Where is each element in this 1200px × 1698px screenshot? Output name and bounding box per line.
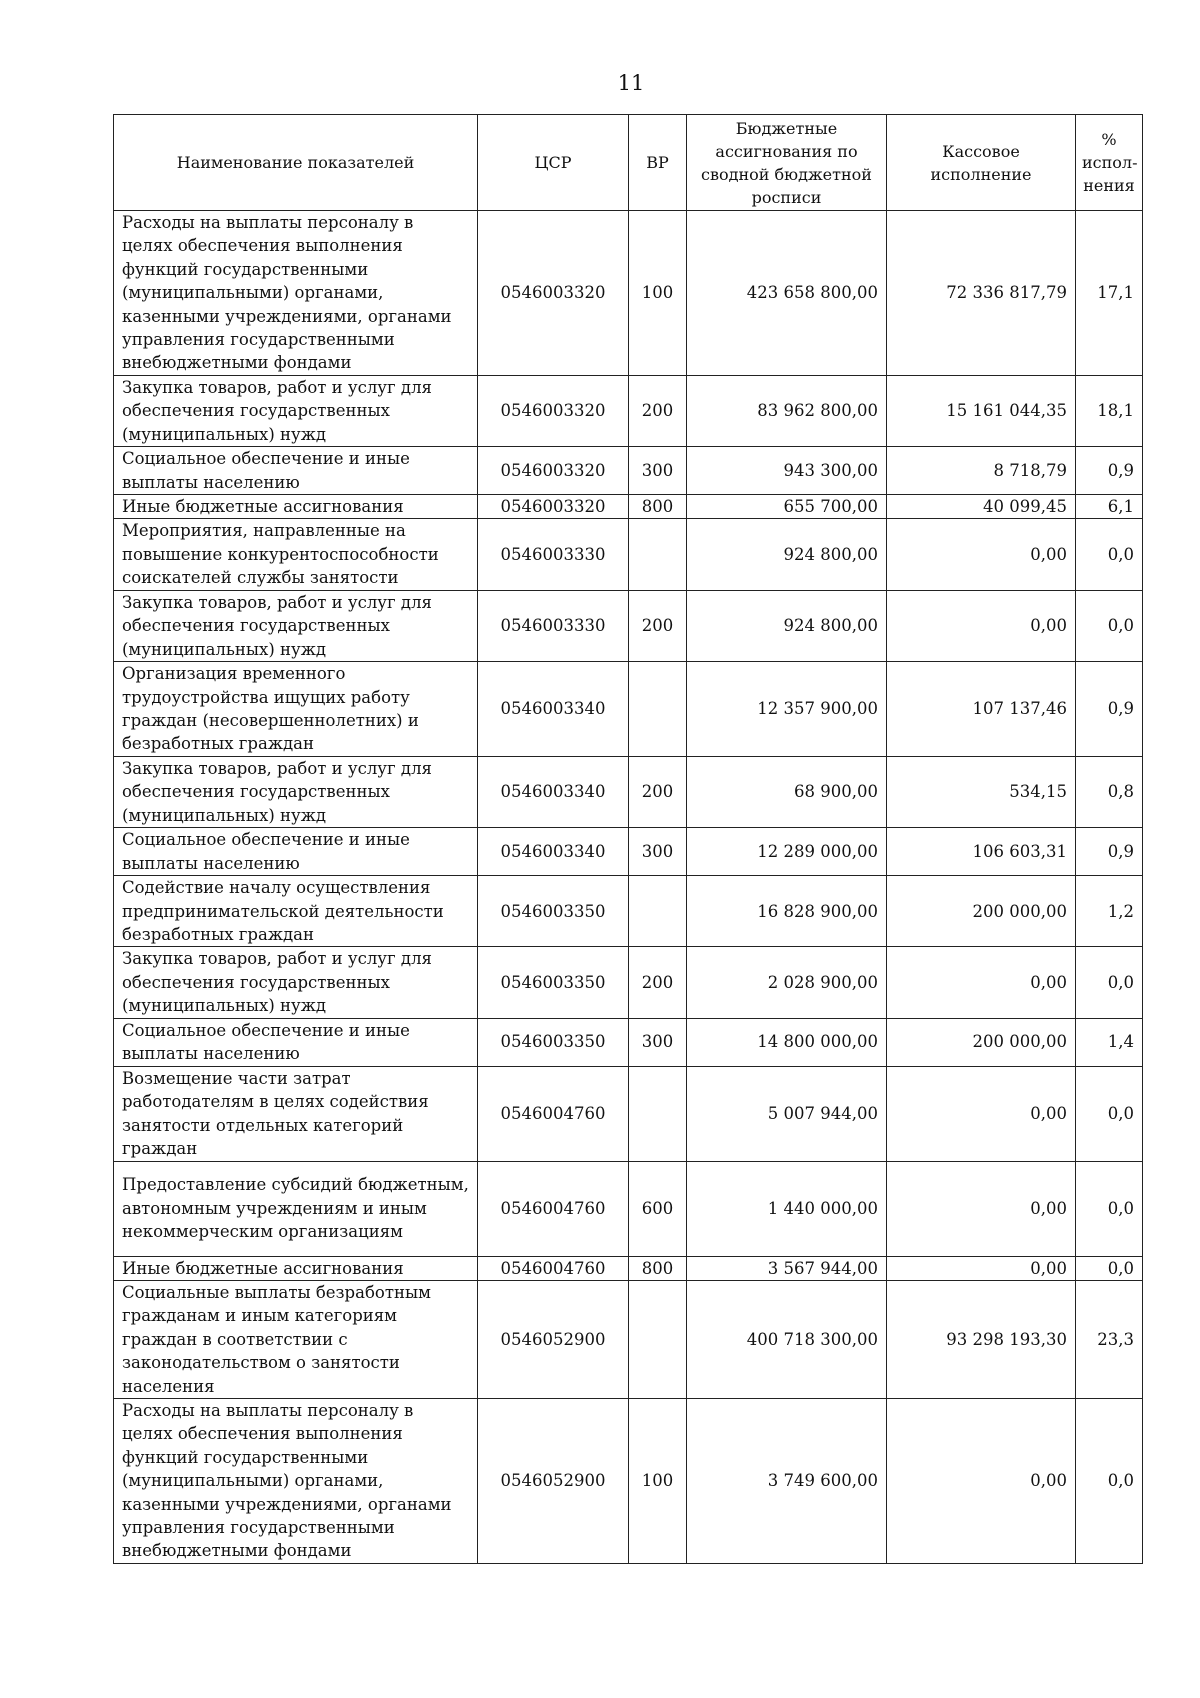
row-allocations-cell: 83 962 800,00 [687, 375, 887, 446]
row-vr-cell [629, 519, 687, 590]
row-name-cell: Закупка товаров, работ и услуг для обеспечения государственных (муниципальных) нужд [114, 375, 478, 446]
table-row [114, 590, 1143, 661]
table-row [114, 1399, 1143, 1564]
row-vr-cell: 200 [629, 375, 687, 446]
row-name-cell: Расходы на выплаты персоналу в целях обеспечения выполнения функций государственными (муниципальными) органами, казенными учреждениями, органами управления государственными внебюджетными фондами [114, 1399, 478, 1564]
row-csr-cell: 0546003340 [478, 661, 629, 756]
row-name-cell: Иные бюджетные ассигнования [114, 495, 478, 519]
row-vr-cell: 800 [629, 1256, 687, 1280]
row-percent-cell: 6,1 [1076, 495, 1143, 519]
table-row [114, 661, 1143, 756]
row-allocations-cell: 3 749 600,00 [687, 1399, 887, 1564]
row-name-cell: Социальные выплаты безработным гражданам и иным категориям граждан в соответствии с законодательством о занятости населения [114, 1280, 478, 1398]
header-vr: ВР [629, 115, 687, 211]
row-csr-cell: 0546052900 [478, 1280, 629, 1398]
row-percent-cell: 1,2 [1076, 876, 1143, 947]
table-row [114, 1280, 1143, 1398]
row-csr-cell: 0546003330 [478, 519, 629, 590]
row-execution-cell: 40 099,45 [887, 495, 1076, 519]
header-csr: ЦСР [478, 115, 629, 211]
row-execution-cell: 0,00 [887, 1256, 1076, 1280]
row-vr-cell: 200 [629, 756, 687, 827]
table-row [114, 447, 1143, 495]
header-percent: % испол-нения [1076, 115, 1143, 211]
row-execution-cell: 72 336 817,79 [887, 211, 1076, 376]
row-allocations-cell: 5 007 944,00 [687, 1066, 887, 1161]
row-execution-cell: 107 137,46 [887, 661, 1076, 756]
row-execution-cell: 0,00 [887, 947, 1076, 1018]
row-allocations-cell: 423 658 800,00 [687, 211, 887, 376]
table-body [114, 211, 1143, 1564]
row-name-cell: Социальное обеспечение и иные выплаты населению [114, 1018, 478, 1066]
header-execution: Кассовое исполнение [887, 115, 1076, 211]
table-row [114, 1161, 1143, 1256]
row-allocations-cell: 14 800 000,00 [687, 1018, 887, 1066]
row-percent-cell: 23,3 [1076, 1280, 1143, 1398]
row-csr-cell: 0546003320 [478, 447, 629, 495]
row-percent-cell: 17,1 [1076, 211, 1143, 376]
row-vr-cell: 200 [629, 590, 687, 661]
row-vr-cell [629, 1280, 687, 1398]
row-allocations-cell: 943 300,00 [687, 447, 887, 495]
row-name-cell: Закупка товаров, работ и услуг для обеспечения государственных (муниципальных) нужд [114, 947, 478, 1018]
row-csr-cell: 0546003350 [478, 876, 629, 947]
row-name-cell: Организация временного трудоустройства ищущих работу граждан (несовершеннолетних) и безработных граждан [114, 661, 478, 756]
row-vr-cell [629, 1066, 687, 1161]
row-percent-cell: 0,0 [1076, 947, 1143, 1018]
table-row [114, 1256, 1143, 1280]
row-execution-cell: 0,00 [887, 1066, 1076, 1161]
row-percent-cell: 1,4 [1076, 1018, 1143, 1066]
row-name-cell: Расходы на выплаты персоналу в целях обеспечения выполнения функций государственными (муниципальными) органами, казенными учреждениями, органами управления государственными внебюджетными фондами [114, 211, 478, 376]
table-row [114, 211, 1143, 376]
table-row [114, 519, 1143, 590]
row-csr-cell: 0546003340 [478, 828, 629, 876]
row-allocations-cell: 2 028 900,00 [687, 947, 887, 1018]
row-execution-cell: 200 000,00 [887, 876, 1076, 947]
table-header-row [114, 115, 1143, 211]
budget-execution-table [113, 114, 1143, 1564]
row-name-cell: Социальное обеспечение и иные выплаты населению [114, 828, 478, 876]
row-execution-cell: 200 000,00 [887, 1018, 1076, 1066]
table-row [114, 375, 1143, 446]
row-name-cell: Социальное обеспечение и иные выплаты населению [114, 447, 478, 495]
table-row [114, 495, 1143, 519]
table-row [114, 1066, 1143, 1161]
row-vr-cell [629, 876, 687, 947]
row-vr-cell: 800 [629, 495, 687, 519]
header-name: Наименование показателей [114, 115, 478, 211]
row-name-cell: Мероприятия, направленные на повышение конкурентоспособности соискателей службы занятости [114, 519, 478, 590]
row-vr-cell: 100 [629, 1399, 687, 1564]
row-csr-cell: 0546003320 [478, 495, 629, 519]
row-allocations-cell: 924 800,00 [687, 519, 887, 590]
row-csr-cell: 0546003320 [478, 211, 629, 376]
table-row [114, 1018, 1143, 1066]
row-allocations-cell: 655 700,00 [687, 495, 887, 519]
table-row [114, 828, 1143, 876]
row-csr-cell: 0546003350 [478, 947, 629, 1018]
row-execution-cell: 8 718,79 [887, 447, 1076, 495]
row-percent-cell: 0,9 [1076, 447, 1143, 495]
row-name-cell: Содействие началу осуществления предпринимательской деятельности безработных граждан [114, 876, 478, 947]
row-name-cell: Закупка товаров, работ и услуг для обеспечения государственных (муниципальных) нужд [114, 756, 478, 827]
row-csr-cell: 0546003350 [478, 1018, 629, 1066]
row-execution-cell: 534,15 [887, 756, 1076, 827]
row-allocations-cell: 400 718 300,00 [687, 1280, 887, 1398]
row-percent-cell: 0,0 [1076, 590, 1143, 661]
table-row [114, 947, 1143, 1018]
row-percent-cell: 0,0 [1076, 1256, 1143, 1280]
row-execution-cell: 0,00 [887, 590, 1076, 661]
row-percent-cell: 0,9 [1076, 828, 1143, 876]
row-name-cell: Предоставление субсидий бюджетным, автономным учреждениям и иным некоммерческим организациям [114, 1161, 478, 1256]
row-percent-cell: 0,0 [1076, 1399, 1143, 1564]
row-vr-cell: 200 [629, 947, 687, 1018]
row-csr-cell: 0546003340 [478, 756, 629, 827]
row-allocations-cell: 12 289 000,00 [687, 828, 887, 876]
page-number: 11 [617, 71, 645, 95]
row-name-cell: Иные бюджетные ассигнования [114, 1256, 478, 1280]
row-csr-cell: 0546052900 [478, 1399, 629, 1564]
row-csr-cell: 0546004760 [478, 1256, 629, 1280]
row-csr-cell: 0546003320 [478, 375, 629, 446]
row-vr-cell: 300 [629, 447, 687, 495]
row-vr-cell: 600 [629, 1161, 687, 1256]
row-allocations-cell: 924 800,00 [687, 590, 887, 661]
row-execution-cell: 93 298 193,30 [887, 1280, 1076, 1398]
row-allocations-cell: 1 440 000,00 [687, 1161, 887, 1256]
row-percent-cell: 0,0 [1076, 1066, 1143, 1161]
row-percent-cell: 0,9 [1076, 661, 1143, 756]
row-vr-cell: 300 [629, 828, 687, 876]
row-vr-cell [629, 661, 687, 756]
row-allocations-cell: 3 567 944,00 [687, 1256, 887, 1280]
row-execution-cell: 106 603,31 [887, 828, 1076, 876]
row-name-cell: Возмещение части затрат работодателям в целях содействия занятости отдельных категорий граждан [114, 1066, 478, 1161]
row-csr-cell: 0546004760 [478, 1161, 629, 1256]
row-percent-cell: 0,0 [1076, 519, 1143, 590]
row-execution-cell: 0,00 [887, 519, 1076, 590]
row-execution-cell: 0,00 [887, 1161, 1076, 1256]
row-execution-cell: 0,00 [887, 1399, 1076, 1564]
header-allocations: Бюджетные ассигнования по сводной бюджетной росписи [687, 115, 887, 211]
table-row [114, 876, 1143, 947]
table-row [114, 756, 1143, 827]
row-allocations-cell: 68 900,00 [687, 756, 887, 827]
row-vr-cell: 100 [629, 211, 687, 376]
row-csr-cell: 0546004760 [478, 1066, 629, 1161]
row-csr-cell: 0546003330 [478, 590, 629, 661]
row-percent-cell: 0,0 [1076, 1161, 1143, 1256]
row-percent-cell: 18,1 [1076, 375, 1143, 446]
row-allocations-cell: 16 828 900,00 [687, 876, 887, 947]
row-execution-cell: 15 161 044,35 [887, 375, 1076, 446]
row-name-cell: Закупка товаров, работ и услуг для обеспечения государственных (муниципальных) нужд [114, 590, 478, 661]
row-allocations-cell: 12 357 900,00 [687, 661, 887, 756]
row-vr-cell: 300 [629, 1018, 687, 1066]
row-percent-cell: 0,8 [1076, 756, 1143, 827]
